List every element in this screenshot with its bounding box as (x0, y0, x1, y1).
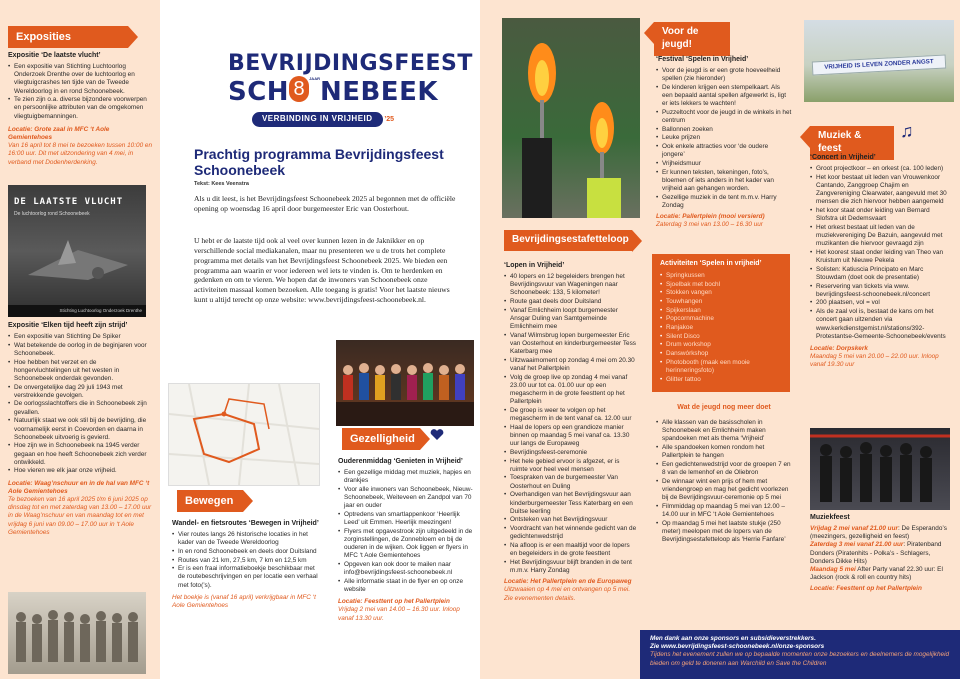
band-figures (810, 428, 950, 510)
jeugd-nog-meer (656, 404, 792, 545)
footer-sponsor-link[interactable]: Zie www.bevrijdingsfeest-schoonebeek.nl/onze-sponsors (650, 643, 825, 651)
program-page (480, 0, 960, 679)
festival-bullet: • Ook enkele attracties voor ‘de oudere jongere’ (656, 143, 792, 159)
nog-meer-bullet: • Alle spandoeken komen rondom het Pallertplein te hangen (656, 444, 792, 460)
lopen-bullet: • Bevrijdingsfeest-ceremonie (504, 449, 638, 457)
walk-title: Wandel- en fietsroutes ‘Bewegen in Vrijheid’ (172, 520, 319, 527)
walk-bullet: • In en rond Schoonebeek en deels door Duitsland (172, 548, 322, 556)
music-note-icon: ♫ (900, 121, 914, 141)
lopen-title: ‘Lopen in Vrijheid’ (504, 262, 565, 269)
muziekfeest-date-3: Maandag 5 mei (810, 565, 856, 573)
expo-laatste-vlucht (8, 52, 154, 167)
expo1-bullet: • Een expositie van Stichting Luchtoorlog Onderzoek Drenthe over de luchtoorlog en vliegtuigcrashes ten tijde van de Tweede Wereldoorlog in en rond Schoonebeek. (8, 63, 154, 96)
lopen-bullet: • Vanaf Wilmsbrug lopen burgemeester Eric van Oosterhout en kinderburgemeester Tess Katerbarg mee (504, 332, 638, 357)
walk-note: Het boekje is (vanaf 16 april) verkrijgbaar in MFC ‘t Aole Gemientehoes (172, 593, 316, 609)
lopen-bullet: • Voordracht van het winnende gedicht van de gedichtenwedstrijd (504, 525, 638, 541)
concert-bullet: • Solisten: Katiuscia Principato en Marc Stouwdam (doet ook de presentatie) (810, 266, 952, 282)
lopen-bullet: • Ontsteken van het Bevrijdingsvuur (504, 516, 638, 524)
intro-title: Prachtig programma Bevrijdingsfeest Schoonebeek (194, 146, 444, 179)
section-header-muziek: Muziek & feest (810, 126, 894, 160)
festival-bullet: • Puzzeltocht voor de jeugd in de winkels in het centrum (656, 109, 792, 125)
walk-bullet: • Routes van 21 km, 27,5 km, 7 km en 12,5 km (172, 557, 322, 565)
activiteit-item: • Ranjakoe (660, 324, 782, 332)
group-figures-illustration (8, 592, 146, 674)
concert-bullet: • het koor staat onder leiding van Bernard Slofstra uit Dedemsvaart (810, 207, 952, 223)
choir-photo (336, 340, 474, 426)
expo2-bullet: • Natuurlijk staat we ook stil bij de bevrijding, die voornamelijk eerst in Coevorden en daarna in Schoonebeek uitvoerig is gevierd. (8, 417, 154, 442)
aircraft-wreck-illustration (18, 235, 138, 290)
poster-laatste-vlucht (8, 185, 146, 317)
nog-meer-title: Wat de jeugd nog meer doet (677, 404, 771, 411)
expo2-bullet: • De oorlogsslachtoffers die in Schoonebeek zijn gevallen. (8, 400, 154, 416)
festival-location: Locatie: Pallertplein (mooi versierd) (656, 213, 765, 221)
expo2-bullet: • Een expositie van Stichting De Spiker (8, 333, 154, 341)
ouderen-bullet: • Opgeven kan ook door te mailen naar info@bevrijdingsfeest-schoonebeek.nl (338, 561, 476, 577)
activiteit-item: • Photobooth (maak een mooie herinneringsfoto) (660, 359, 782, 375)
poster-subtitle: De luchtoorlog rond Schoonebeek (14, 211, 90, 217)
torch-flame-illustration (502, 18, 640, 218)
nog-meer-bullet: • Filmmiddag op maandag 5 mei van 12.00 – 14.00 uur in MFC ‘t Aole Gemientehoes (656, 503, 792, 519)
expo2-bullet: • De onvergetelijke dag 29 juli 1943 met verstrekkende gevolgen. (8, 384, 154, 400)
muziekfeest-location: Locatie: Feesttent op het Pallertplein (810, 585, 922, 593)
ouderen-bullet: • Alle informatie staat in de flyer en op onze website (338, 578, 476, 594)
expo1-location: Locatie: Grote zaal in MFC ‘t Aole Gemientehoes (8, 125, 110, 141)
lopen-bullet: • De groep is weer te volgen op het megascherm in de tent vanaf ca. 12.00 uur (504, 407, 638, 423)
historic-group-photo (8, 592, 146, 674)
lopen-bullet: • Uitzwaaimoment op zondag 4 mei om 20.30 vanaf het Pallertplein (504, 357, 638, 373)
footer-donation-note: Tijdens het evenement zullen we op bepaalde momenten onze bezoekers en deelnemers de mogelijkheid bieden om geld te doneren aan Warchild en Save the Children (650, 651, 950, 667)
banner-photo (804, 20, 954, 102)
walk-bullet: • Er is een fraai informatieboekje beschikbaar met de routebeschrijvingen en per locatie een verhaal met foto(’s). (172, 565, 322, 590)
lopen-bullet: • 40 lopers en 12 begeleiders brengen het Bevrijdingsvuur van Wageningen naar Schoonebeek: 133, 5 kilometer! (504, 273, 638, 298)
muziekfeest-act-3: After Party vanaf 22.30 uur: El Jackson (rock & roll en country hits) (810, 565, 943, 582)
muziekfeest-date-2: Zaterdag 3 mei vanaf 21.00 uur (810, 541, 904, 549)
band-photo (810, 428, 950, 510)
choir-figures (336, 340, 474, 426)
logo-sch: SCH (228, 77, 290, 108)
lopen-location: Locatie: Het Pallertplein en de Europaweg (504, 578, 632, 586)
logo-eight: 8 (289, 76, 309, 102)
activiteit-item: • Danswórkshop (660, 350, 782, 358)
concert-bullet: • Groot projectkoor – en orkest (ca. 100 leden) (810, 165, 952, 173)
banner-text: VRIJHEID IS LEVEN ZONDER ANGST (812, 55, 947, 76)
festival-bullet: • Voor de jeugd is er een grote hoeveelheid spellen (zie hieronder) (656, 67, 792, 83)
concert-bullet: • Het orkest bestaat uit leden van de muziekvereniging De Bazuin, aangevuld met muzikanten die hiervoor gevraagd zijn (810, 224, 952, 249)
expo2-location: Locatie: Waag’nschuur en in de hal van MFC ‘t Aole Gemientehoes (8, 479, 150, 495)
logo-line1: BEVRIJDINGSFEEST (228, 51, 473, 76)
ouderen-bullet: • Een gezellige middag met muziek, hapjes en drankjes (338, 469, 476, 485)
festival-bullet: • Leuke prijzen (656, 134, 792, 142)
walk-routes (172, 520, 322, 610)
activiteit-item: • Drum workshop (660, 341, 782, 349)
lopen-when: Uitzwaaien op 4 mei en ontvangen op 5 mei. Zie evenementen details. (504, 586, 631, 602)
lopen-bullet: • Overhandigen van het Bevrijdingsvuur aan kinderburgemeester Tess Katerbarg en een Duitse leerling (504, 491, 638, 516)
expo2-bullet: • Hoe hebben het verzet en de hongervluchtelingen uit het westen in Schoonebeek onderdak gevonden. (8, 359, 154, 384)
concert-bullet: • Het koorest staat onder leiding van Theo van Kruistum uit Nieuwe Pekela (810, 249, 952, 265)
nog-meer-bullet: • Op maandag 5 mei het laatste stukje (250 meter) meelopen met de lopers van de Bevrijdingsestafetteloop als ‘Herrie Fanfare’ (656, 520, 792, 545)
lopen-bullet: • Route gaat deels door Duitsland (504, 298, 638, 306)
activiteit-item: • Stokken vangen (660, 289, 782, 297)
section-header-estafette: Bevrijdingsestafetteloop (504, 230, 632, 251)
concert-bullet: • Als de zaal vol is, bestaat de kans om het concert gaan uitzenden via www.kerkdienstgemist.nl/stations/392-Protestantse-Gemeente-Schoonebeek/events (810, 308, 952, 341)
logo-rest: NEBEEK (319, 77, 438, 108)
lopen-bullet: • Vanaf Emlichheim loopt burgemeester Ansgar Duling van Samtgemeinde Emlichheim mee (504, 307, 638, 332)
muziekfeest (810, 514, 952, 593)
expo1-title: Expositie ‘De laatste vlucht’ (8, 52, 101, 59)
lopen-bullet: • Toespraken van de burgemeester Van Oosterhout en Duling (504, 474, 638, 490)
festival-bullet: • Gezellige muziek in de tent m.m.v. Harry Zondag (656, 194, 792, 210)
walk-bullet: • Vier routes langs 26 historische locaties in het kader van de Tweede Wereldoorlog (172, 531, 322, 547)
section-header-exposities: Exposities (8, 26, 128, 48)
heart-icon (430, 428, 444, 442)
torch-photo (502, 18, 640, 218)
expo2-when: Te bezoeken van 16 april 2025 t/m 6 juni 2025 op dinsdag tot en met zaterdag van 13.00 – 17.00 uur in de Waag’nschuur en van maandag tot en met vrijdag 6 juni van 09.00 – 17.00 uur in ‘t Aole Gemientehoes (8, 496, 152, 536)
muziekfeest-act-2: : Piratenband Donders (Piratenhits - Polka’s - Schlagers, Donders Dikke Hits) (810, 541, 942, 565)
concert-bullet: • Reservering van tickets via www. bevrijdingsfeest-schoonebeek.nl/concert (810, 283, 952, 299)
nog-meer-bullet: • Alle klassen van de basisscholen in Schoonebeek en Emlichheim maken spandoeken met als thema ‘Vrijheid’ (656, 419, 792, 444)
route-map-graphic (169, 384, 319, 485)
intro-paragraph-2: U hebt er de laatste tijd ook al veel over kunnen lezen in de Jaknikker en op verschillende social mediakanalen, maar nu presenteren we u de trots het complete programma met details van het Bevrijdingsfeest Schoonebeek 2025. We bieden een programma aan waarin er voor iedereen wel iets te vinden is. Om te herdenken en gedenken en om te vieren. We hopen dat de inwoners van Schoonebeek onze activiteiten massaal komen bezoeken. Alle toegang is gratis! Voor het laatste nieuws kunt u altijd terecht op onze website: www.bevrijdingsfeest-schoonebeek.nl. (194, 236, 450, 305)
event-logo (228, 50, 473, 127)
logo-tagline: VERBINDING IN VRIJHEID (252, 112, 383, 126)
expo2-bullet: • Wat betekende de oorlog in de beginjaren voor Schoonebeek. (8, 342, 154, 358)
footer-thanks: Men dank aan onze sponsors en subsidieverstrekkers. (650, 635, 816, 642)
ouderen-title: Ouderenmiddag ‘Genieten in Vrijheid’ (338, 458, 463, 465)
ouderen-location: Locatie: Feesttent op het Pallertplein (338, 598, 450, 606)
nog-meer-bullet: • De winnaar wint een prijs of hem met vriendengroep en mag het gedicht voorlezen bij de Bevrijdingsvuur-ceremonie op 5 mei (656, 478, 792, 503)
concert-title: ‘Concert in Vrijheid’ (810, 154, 876, 161)
concert-when: Maandag 5 mei van 20.00 – 22.00 uur. Inloop vanaf 19.30 uur (810, 353, 939, 369)
poster-footer: Stichting Luchtoorlog Onderzoek Drenthe (8, 305, 146, 317)
expo-elken-tijd (8, 322, 154, 537)
section-header-gezelligheid: Gezelligheid (342, 428, 420, 450)
festival-title: ‘Festival ‘Spelen in Vrijheid’ (656, 56, 749, 63)
activiteiten-box (652, 254, 790, 392)
expo2-bullet: • Hoe vieren we elk jaar onze vrijheid. (8, 467, 154, 475)
logo-jaar: JAAR (309, 76, 320, 82)
concert-vrijheid (810, 154, 952, 369)
lopen-bullet: • Volg de groep live op zondag 4 mei vanaf 23.00 uur tot ca. 01.00 uur op een megascherm in de grote feesttent op het Pallertplein (504, 374, 638, 407)
lopen-bullet: • Haal de lopers op een grandioze manier binnen op maandag 5 mei vanaf ca. 13.30 uur langs de Europaweg (504, 424, 638, 449)
activiteit-item: • Silent Disco (660, 333, 782, 341)
activiteit-item: • Touwhangen (660, 298, 782, 306)
activiteit-item: • Glitter tattoo (660, 376, 782, 384)
section-header-jeugd: Voor de jeugd! (654, 22, 730, 56)
festival-spelen (656, 56, 792, 230)
lopen-bullet: • Het hele gebied ervoor is afgezet, er is ruimte voor heel veel mensen (504, 458, 638, 474)
logo-year: ’25 (384, 116, 395, 124)
sponsor-footer (640, 630, 960, 679)
ouderen-bullet: • Optredens van smartlappenkoor ‘Heerlijk Leed’ uit Emmen. Heerlijk meezingen! (338, 511, 476, 527)
festival-bullet: • Er kunnen teksten, tekeningen, foto’s, bloemen of iets anders in het kader van vrijheid aan gehangen worden. (656, 169, 792, 194)
activiteit-item: • Popcornmachine (660, 315, 782, 323)
expo1-bullet: • Te zien zijn o.a. diverse bijzondere voorwerpen en persoonlijke attributen van de omgekomen vliegtuigbemanningen. (8, 96, 154, 121)
expo1-when: Van 16 april tot 8 mei te bezoeken tussen 10:00 en 16:00 uur. Dit met uitzondering van 4 mei, in verband met Dodenherdenking. (8, 142, 153, 166)
lopen-bullet: • Na afloop is er een maaltijd voor de lopers en begeleiders in de grote feesttent (504, 542, 638, 558)
expo2-title: Expositie ‘Elken tijd heeft zijn strijd’ (8, 322, 128, 329)
festival-bullet: • Vrijheidsmuur (656, 160, 792, 168)
lopen-bullet: • Het Bevrijdingsvuur blijft branden in de tent m.m.v. Harry Zondag (504, 559, 638, 575)
ouderenmiddag (338, 458, 476, 623)
festival-bullet: • Ballonnen zoeken (656, 126, 792, 134)
activiteit-item: • Spijkerslaan (660, 307, 782, 315)
intro-paragraph-1: Als u dit leest, is het Bevrijdingsfeest Schoonebeek 2025 al begonnen met de officiële opening op woensdag 16 april door burgemeester Eric van Oosterhout. (194, 194, 456, 213)
festival-bullet: • De kinderen krijgen een stempelkaart. Als een bepaald aantal spellen afgewerkt is, ligt er iets lekkers te wachten! (656, 84, 792, 109)
column-exposities (0, 0, 160, 679)
concert-bullet: • 200 plaatsen, vol = vol (810, 299, 952, 307)
intro-byline: Tekst: Kees Veenstra (194, 181, 249, 187)
lopen-in-vrijheid (504, 262, 638, 603)
activiteiten-title: Activiteiten ‘Spelen in vrijheid’ (660, 260, 762, 267)
expo2-bullet: • Hoe zijn we in Schoonebeek na 1945 verder gegaan en hoe heeft Schoonebeek zich verder ontwikkeld. (8, 442, 154, 467)
muziekfeest-act-1: : De Esperando’s (meezingers, gezelligheid en feest) (810, 524, 947, 541)
concert-location: Locatie: Dorpskerk (810, 344, 868, 352)
festival-when: Zaterdag 3 mei van 13.00 – 16.30 uur (656, 221, 763, 229)
route-map (168, 383, 320, 486)
ouderen-bullet: • Voor alle inwoners van Schoonebeek, Nieuw-Schoonebeek, Weiteveen en Zandpol van 70 jaar en ouder (338, 486, 476, 511)
activiteit-item: • Springkussen (660, 272, 782, 280)
muziekfeest-title: Muziekfeest (810, 514, 850, 521)
section-header-bewegen: Bewegen (177, 490, 243, 512)
poster-title: DE LAATSTE VLUCHT (14, 197, 124, 207)
activiteit-item: • Sjoelbak met bochl (660, 281, 782, 289)
ouderen-bullet: • Flyers met opgavestrook zijn uitgedeeld in de zorginstellingen, de Zonnebloem en bij de ouderen in de wijken. Ook liggen er flyers in MFC ‘t Aole Gemientehoes (338, 528, 476, 561)
ouderen-when: Vrijdag 2 mei van 14.00 – 16.30 uur. Inloop vanaf 13.30 uur. (338, 606, 460, 622)
concert-bullet: • Het koor bestaat uit leden van Vrouwenkoor Cantando, Zanggroep Chajim en Zangvereniging Clearwater, aangevuld met 30 mensen die zich hiervoor hebben aangemeld (810, 174, 952, 207)
muziekfeest-date-1: Vrijdag 2 mei vanaf 21.00 uur (810, 524, 898, 532)
intro-page (160, 0, 480, 679)
nog-meer-bullet: • Een gedichtenwedstrijd voor de groepen 7 en 8 van de lemenhof en de Oliebron (656, 461, 792, 477)
